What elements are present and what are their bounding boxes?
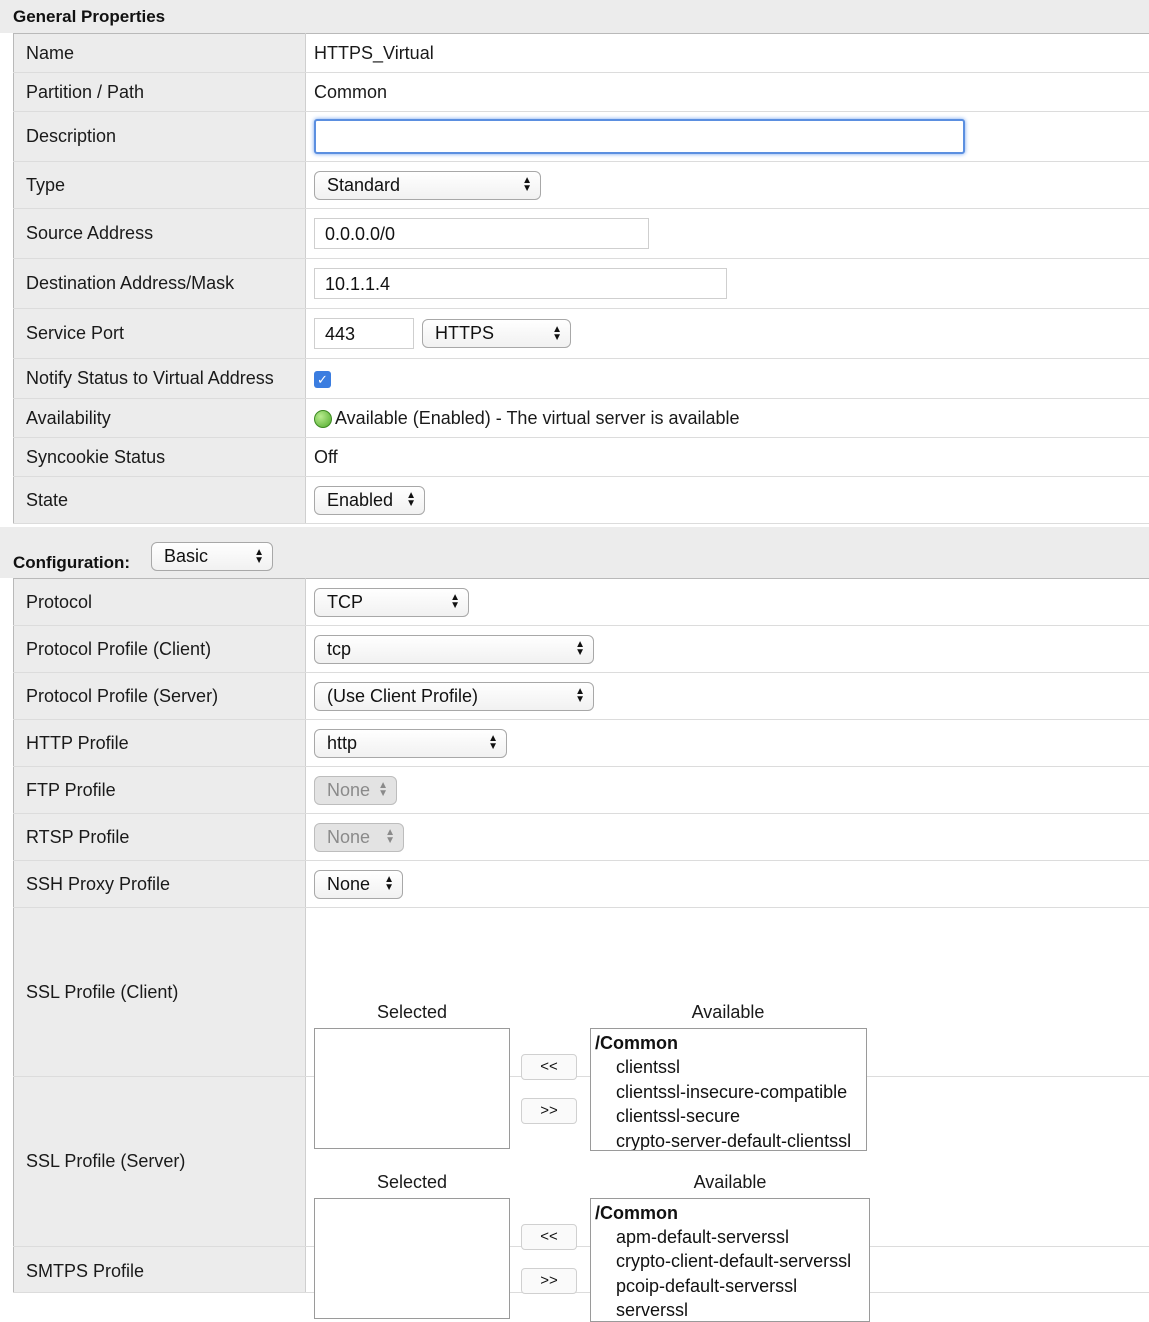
select-arrows-icon: ▲ ▼ bbox=[575, 641, 585, 657]
ssh-proxy-profile-label: SSH Proxy Profile bbox=[14, 861, 306, 908]
name-value: HTTPS_Virtual bbox=[306, 34, 1149, 73]
ssl-server-available-caption: Available bbox=[590, 1172, 870, 1193]
row-ssl-profile-client bbox=[14, 908, 1149, 1077]
availability-value: Available (Enabled) - The virtual server is available bbox=[335, 408, 740, 428]
syncookie-status-value: Off bbox=[306, 438, 1149, 477]
http-profile-value: http bbox=[327, 733, 357, 754]
row-service-port bbox=[14, 309, 1149, 359]
rtsp-profile-label: RTSP Profile bbox=[14, 814, 306, 861]
protocol-select-value: TCP bbox=[327, 592, 363, 613]
list-item[interactable]: clientssl-insecure-compatible bbox=[595, 1080, 866, 1105]
general-properties-heading: General Properties bbox=[0, 0, 1149, 33]
row-ssh-proxy-profile bbox=[14, 861, 1149, 908]
ssl-profile-client-label: SSL Profile (Client) bbox=[14, 908, 306, 1077]
select-arrows-icon: ▲ ▼ bbox=[522, 177, 532, 193]
source-address-input[interactable]: 0.0.0.0/0 bbox=[314, 218, 649, 249]
ssl-client-selected-list[interactable] bbox=[314, 1028, 510, 1149]
row-rtsp-profile bbox=[14, 814, 1149, 861]
protocol-profile-client-label: Protocol Profile (Client) bbox=[14, 626, 306, 673]
ssl-server-group-label: /Common bbox=[595, 1201, 869, 1225]
select-arrows-icon: ▲ ▼ bbox=[488, 735, 498, 751]
select-arrows-icon: ▲ ▼ bbox=[254, 549, 264, 565]
notify-status-checkbox[interactable]: ✓ bbox=[314, 371, 331, 388]
row-protocol-profile-server bbox=[14, 673, 1149, 720]
ssl-client-available-list[interactable] bbox=[590, 1028, 867, 1151]
ssl-client-selected-caption: Selected bbox=[314, 1002, 510, 1023]
ssl-server-move-left-button[interactable]: << bbox=[521, 1224, 577, 1250]
rtsp-profile-select bbox=[314, 823, 404, 852]
list-item[interactable]: crypto-server-default-clientssl bbox=[595, 1129, 866, 1152]
description-label: Description bbox=[14, 112, 306, 162]
rtsp-profile-value: None bbox=[327, 827, 370, 848]
name-label: Name bbox=[14, 34, 306, 73]
general-properties-table bbox=[13, 33, 1149, 524]
row-notify bbox=[14, 359, 1149, 399]
destination-address-input[interactable]: 10.1.1.4 bbox=[314, 268, 727, 299]
ssl-client-move-right-button[interactable]: >> bbox=[521, 1098, 577, 1124]
type-select-value: Standard bbox=[327, 175, 400, 196]
row-protocol-profile-client bbox=[14, 626, 1149, 673]
configuration-label: Configuration: bbox=[13, 553, 130, 573]
service-port-protocol-value: HTTPS bbox=[435, 323, 494, 344]
select-arrows-icon: ▲ ▼ bbox=[385, 829, 395, 845]
type-select[interactable] bbox=[314, 171, 541, 200]
select-arrows-icon: ▲ ▼ bbox=[384, 876, 394, 892]
row-description bbox=[14, 112, 1149, 162]
list-item[interactable]: pcoip-default-serverssl bbox=[595, 1274, 869, 1299]
protocol-profile-server-label: Protocol Profile (Server) bbox=[14, 673, 306, 720]
list-item[interactable]: clientssl-secure bbox=[595, 1104, 866, 1129]
notify-status-label: Notify Status to Virtual Address bbox=[14, 359, 306, 399]
list-item[interactable]: apm-default-serverssl bbox=[595, 1225, 869, 1250]
row-http-profile bbox=[14, 720, 1149, 767]
row-ssl-profile-server bbox=[14, 1077, 1149, 1247]
ssl-client-group-label: /Common bbox=[595, 1031, 866, 1055]
ssh-proxy-profile-value: None bbox=[327, 874, 370, 895]
ssl-client-move-left-button[interactable]: << bbox=[521, 1054, 577, 1080]
protocol-profile-server-value: (Use Client Profile) bbox=[327, 686, 478, 707]
row-destination bbox=[14, 259, 1149, 309]
state-select[interactable] bbox=[314, 486, 425, 515]
status-green-circle-icon bbox=[314, 410, 332, 428]
description-input[interactable] bbox=[314, 119, 965, 154]
row-state bbox=[14, 477, 1149, 524]
ssl-server-selected-list[interactable] bbox=[314, 1198, 510, 1319]
ssl-client-available-caption: Available bbox=[590, 1002, 866, 1023]
select-arrows-icon: ▲ ▼ bbox=[575, 688, 585, 704]
service-port-input[interactable]: 443 bbox=[314, 318, 414, 349]
protocol-label: Protocol bbox=[14, 579, 306, 626]
ssl-profile-server-label: SSL Profile (Server) bbox=[14, 1077, 306, 1247]
ssh-proxy-profile-select[interactable] bbox=[314, 870, 403, 899]
list-item[interactable]: crypto-client-default-serverssl bbox=[595, 1249, 869, 1274]
ftp-profile-select bbox=[314, 776, 397, 805]
partition-label: Partition / Path bbox=[14, 73, 306, 112]
ftp-profile-value: None bbox=[327, 780, 370, 801]
ssl-server-available-list[interactable] bbox=[590, 1198, 870, 1322]
row-name bbox=[14, 34, 1149, 73]
row-smtps-profile bbox=[14, 1247, 1149, 1293]
row-protocol bbox=[14, 579, 1149, 626]
ssl-server-selected-caption: Selected bbox=[314, 1172, 510, 1193]
state-label: State bbox=[14, 477, 306, 524]
row-source bbox=[14, 209, 1149, 259]
protocol-profile-server-select[interactable] bbox=[314, 682, 594, 711]
destination-address-label: Destination Address/Mask bbox=[14, 259, 306, 309]
configuration-mode-value: Basic bbox=[164, 546, 208, 567]
configuration-mode-select[interactable] bbox=[151, 542, 273, 571]
select-arrows-icon: ▲ ▼ bbox=[450, 594, 460, 610]
source-address-label: Source Address bbox=[14, 209, 306, 259]
syncookie-status-label: Syncookie Status bbox=[14, 438, 306, 477]
protocol-profile-client-select[interactable] bbox=[314, 635, 594, 664]
select-arrows-icon: ▲ ▼ bbox=[378, 782, 388, 798]
row-ftp-profile bbox=[14, 767, 1149, 814]
ssl-server-move-right-button[interactable]: >> bbox=[521, 1268, 577, 1294]
row-syncookie bbox=[14, 438, 1149, 477]
configuration-heading bbox=[0, 527, 1149, 578]
service-port-protocol-select[interactable] bbox=[422, 319, 571, 348]
protocol-profile-client-value: tcp bbox=[327, 639, 351, 660]
smtps-profile-label: SMTPS Profile bbox=[14, 1247, 306, 1293]
partition-value: Common bbox=[306, 73, 1149, 112]
configuration-table bbox=[13, 578, 1149, 1293]
http-profile-label: HTTP Profile bbox=[14, 720, 306, 767]
row-availability bbox=[14, 399, 1149, 438]
type-label: Type bbox=[14, 162, 306, 209]
http-profile-select[interactable] bbox=[314, 729, 507, 758]
list-item[interactable]: serverssl bbox=[595, 1298, 869, 1322]
availability-label: Availability bbox=[14, 399, 306, 438]
select-arrows-icon: ▲ ▼ bbox=[552, 326, 562, 342]
ftp-profile-label: FTP Profile bbox=[14, 767, 306, 814]
state-select-value: Enabled bbox=[327, 490, 393, 511]
protocol-select[interactable] bbox=[314, 588, 469, 617]
select-arrows-icon: ▲ ▼ bbox=[406, 492, 416, 508]
list-item[interactable]: clientssl bbox=[595, 1055, 866, 1080]
row-partition bbox=[14, 73, 1149, 112]
service-port-label: Service Port bbox=[14, 309, 306, 359]
row-type bbox=[14, 162, 1149, 209]
